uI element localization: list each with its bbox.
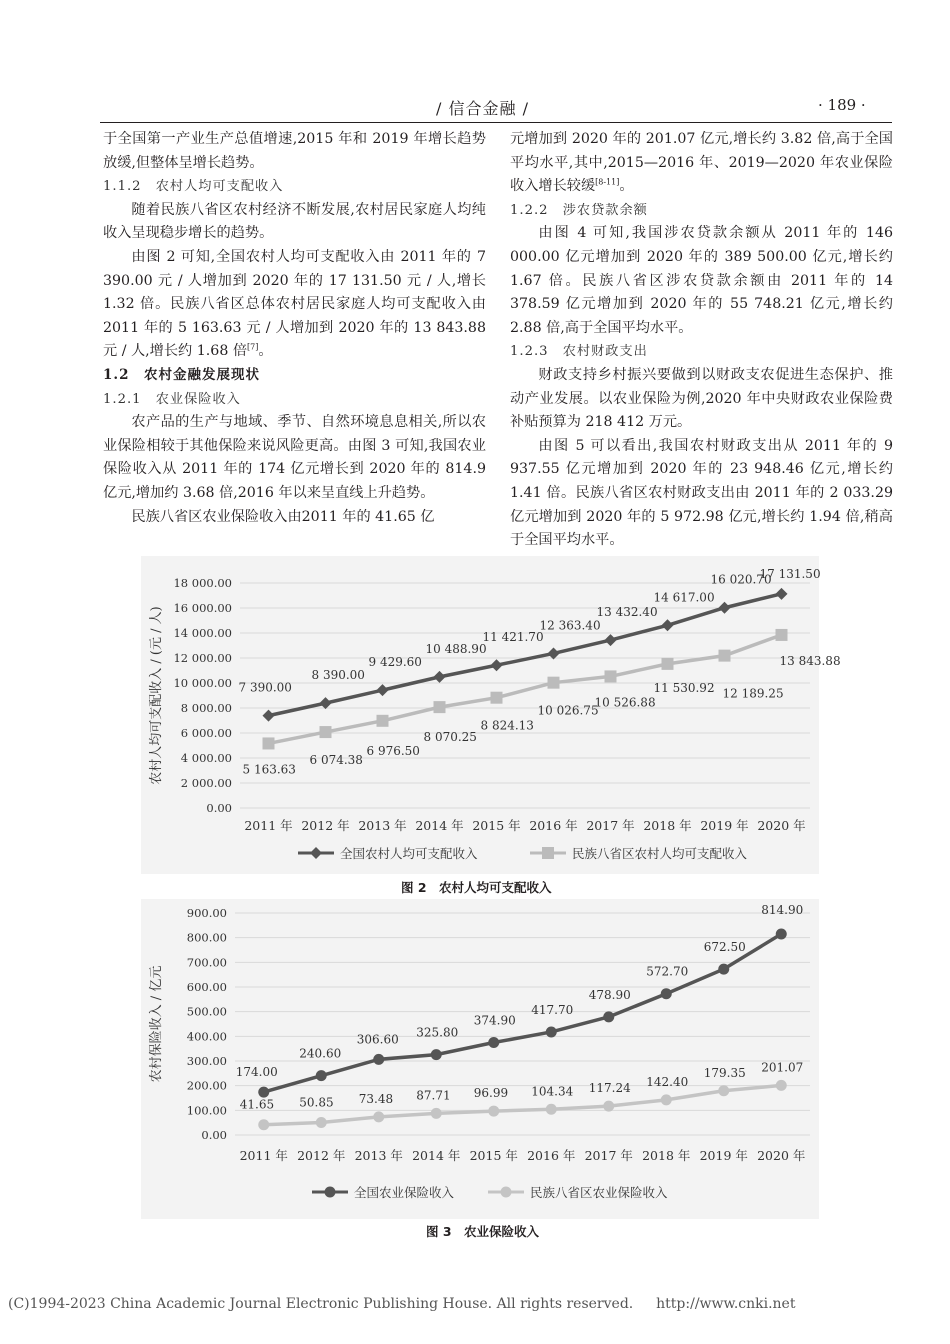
x-tick-label: 2016 年 [529, 818, 578, 833]
body-paragraph [510, 222, 893, 340]
body-paragraph [103, 506, 486, 530]
data-point [431, 1049, 442, 1060]
data-point [661, 988, 672, 999]
section-heading [103, 175, 486, 199]
legend-label: 全国农业保险收入 [354, 1185, 455, 1200]
paragraph-text: 财政支持乡村振兴要做到以财政支农促进生态保护、推动产业发展。以农业保险为例,2020 年中央财政农业保险费补贴预算为 218 412 万元。 [510, 366, 893, 431]
x-tick-label: 2018 年 [642, 1148, 691, 1163]
x-tick-label: 2015 年 [469, 1148, 518, 1163]
data-point [373, 1054, 384, 1065]
data-label: 17 131.50 [759, 566, 821, 581]
data-label: 8 390.00 [311, 668, 365, 683]
x-tick-label: 2014 年 [412, 1148, 461, 1163]
x-tick-label: 2020 年 [757, 818, 806, 833]
data-point [258, 1087, 269, 1098]
y-tick-label: 800.00 [186, 930, 227, 945]
left-text-column [103, 128, 486, 529]
x-tick-label: 2014 年 [415, 818, 464, 833]
body-paragraph [103, 128, 486, 175]
data-point [605, 670, 617, 682]
data-point [431, 1108, 442, 1119]
header-rule [100, 122, 892, 123]
x-tick-label: 2013 年 [358, 818, 407, 833]
y-tick-label: 300.00 [186, 1054, 227, 1068]
paragraph-text: 1.2.1 农业保险收入 [103, 391, 241, 407]
data-label: 9 429.60 [368, 655, 422, 670]
data-point [377, 715, 389, 727]
y-tick-label: 4 000.00 [180, 751, 232, 765]
data-point [662, 658, 674, 670]
data-label: 306.60 [356, 1032, 399, 1047]
legend-marker [542, 847, 554, 859]
data-point [373, 1111, 384, 1122]
legend-marker [325, 1187, 336, 1198]
y-tick-label: 200.00 [186, 1078, 227, 1093]
data-point [488, 1106, 499, 1117]
data-point [488, 1037, 499, 1048]
paragraph-tail: 。 [619, 178, 634, 195]
paragraph-text: 由图 2 可知,全国农村人均可支配收入由 2011 年的 7 390.00 元 / 人增加到 2020 年的 17 131.50 元 / 人,增长 1.32 倍。民族八省区总体农村居民家庭人均可支配收入由 2011 年的 5 163.63 元 / 人增加到 2020 年的 13 843.88 元 / 人,增长约 1.68 倍 [103, 248, 486, 360]
data-label: 572.70 [646, 964, 689, 979]
y-tick-label: 400.00 [186, 1029, 227, 1044]
data-point [776, 1080, 787, 1091]
y-tick-label: 12 000.00 [173, 651, 232, 665]
journal-name: / 信合金融 / [436, 99, 529, 118]
y-tick-label: 16 000.00 [173, 601, 232, 615]
y-tick-label: 700.00 [186, 955, 227, 970]
data-point [548, 677, 560, 689]
figure-2-caption: 图 2 农村人均可支配收入 [401, 880, 552, 895]
x-tick-label: 2012 年 [297, 1148, 346, 1163]
data-label: 201.07 [761, 1060, 804, 1075]
y-axis-title: 农村人均可支配收入 / (元 / 人) [149, 606, 164, 785]
y-tick-label: 0.00 [206, 801, 232, 815]
y-tick-label: 18 000.00 [173, 576, 232, 590]
data-label: 10 488.90 [425, 641, 487, 656]
paragraph-tail: 。 [258, 343, 273, 360]
data-label: 325.80 [416, 1025, 459, 1040]
legend-label: 全国农村人均可支配收入 [340, 846, 478, 861]
data-label: 11 421.70 [482, 630, 544, 645]
paragraph-text: 1.2.2 涉农贷款余额 [510, 202, 648, 218]
data-label: 8 070.25 [423, 730, 477, 745]
citation-reference: [7] [247, 342, 259, 352]
paragraph-text: 1.2 农村金融发展现状 [103, 366, 260, 383]
body-paragraph [510, 435, 893, 553]
data-point [718, 1085, 729, 1096]
y-tick-label: 10 000.00 [173, 676, 232, 690]
data-label: 478.90 [588, 987, 631, 1002]
data-point [491, 692, 503, 704]
data-label: 12 189.25 [722, 686, 784, 701]
x-tick-label: 2018 年 [643, 818, 692, 833]
figure-3-caption: 图 3 农业保险收入 [426, 1224, 540, 1239]
data-point [719, 650, 731, 662]
section-heading [510, 199, 893, 223]
y-tick-label: 0.00 [201, 1128, 227, 1142]
paragraph-text: 1.1.2 农村人均可支配收入 [103, 179, 284, 195]
data-label: 374.90 [473, 1013, 516, 1028]
y-tick-label: 14 000.00 [173, 626, 232, 640]
y-tick-label: 900.00 [186, 906, 227, 920]
cnki-url: http://www.cnki.net [656, 1296, 796, 1312]
data-label: 104.34 [531, 1084, 574, 1099]
paragraph-text: 农产品的生产与地域、季节、自然环境息息相关,所以农业保险相较于其他保险来说风险更高。由图 3 可知,我国农业保险收入从 2011 年的 174 亿元增长到 2020 年的 814.9 亿元,增加约 3.68 倍,2016 年以来呈直线上升趋势。 [103, 414, 486, 501]
paragraph-text: 民族八省区农业保险收入由2011 年的 41.65 亿 [131, 508, 435, 525]
y-tick-label: 6 000.00 [180, 726, 232, 740]
y-tick-label: 500.00 [186, 1004, 227, 1019]
data-label: 117.24 [588, 1081, 631, 1096]
data-label: 11 530.92 [653, 680, 715, 695]
x-tick-label: 2020 年 [757, 1148, 806, 1163]
data-label: 14 617.00 [653, 590, 715, 605]
data-label: 13 843.88 [779, 653, 841, 668]
section-heading [103, 364, 486, 388]
x-tick-label: 2019 年 [699, 1148, 748, 1163]
x-tick-label: 2013 年 [354, 1148, 403, 1163]
paragraph-text: 由图 5 可以看出,我国农村财政支出从 2011 年的 9 937.55 亿元增加到 2020 年的 23 948.46 亿元,增长约 1.41 倍。民族八省区农村财政支出由 2011 年的 2 033.29 亿元增加到 2020 年的 5 972.98 亿元,增长约 1.94 倍,稍高于全国平均水平。 [510, 437, 893, 549]
figure-3-chart [140, 898, 820, 1220]
data-label: 73.48 [358, 1091, 394, 1106]
data-label: 12 363.40 [539, 618, 601, 633]
data-label: 240.60 [299, 1046, 342, 1061]
y-axis-title: 农村保险收入 / 亿元 [149, 965, 164, 1083]
data-label: 16 020.70 [710, 572, 772, 587]
legend-label: 民族八省区农业保险收入 [530, 1185, 668, 1200]
data-label: 96.99 [473, 1086, 509, 1101]
data-label: 7 390.00 [238, 680, 292, 695]
x-tick-label: 2019 年 [700, 818, 749, 833]
data-label: 6 074.38 [309, 753, 363, 768]
data-point [546, 1026, 557, 1037]
legend-label: 民族八省区农村人均可支配收入 [572, 846, 748, 861]
figure-2-chart [140, 555, 841, 875]
body-paragraph [103, 411, 486, 505]
x-tick-label: 2016 年 [527, 1148, 576, 1163]
data-point [434, 701, 446, 713]
data-label: 87.71 [416, 1088, 451, 1103]
data-point [661, 1094, 672, 1105]
data-point [320, 726, 332, 738]
right-text-column [510, 128, 893, 553]
body-paragraph [103, 246, 486, 364]
data-point [263, 737, 275, 749]
legend-marker [501, 1187, 512, 1198]
paragraph-text: 元增加到 2020 年的 201.07 亿元,增长约 3.82 倍,高于全国平均水平,其中,2015—2016 年、2019—2020 年农业保险收入增长较缓 [510, 131, 893, 195]
data-label: 41.65 [239, 1097, 275, 1112]
page-number: · 189 · [818, 96, 866, 114]
x-tick-label: 2017 年 [584, 1148, 633, 1163]
data-label: 179.35 [703, 1065, 746, 1080]
y-tick-label: 100.00 [186, 1103, 227, 1118]
y-tick-label: 2 000.00 [180, 776, 232, 790]
data-label: 672.50 [703, 940, 746, 955]
section-heading [103, 388, 486, 412]
data-point [776, 928, 787, 939]
paragraph-text: 1.2.3 农村财政支出 [510, 344, 648, 360]
data-label: 10 026.75 [537, 703, 599, 718]
data-label: 50.85 [299, 1095, 334, 1110]
copyright-text: (C)1994-2023 China Academic Journal Electronic Publishing House. All rights reserved. [8, 1296, 634, 1312]
data-point [718, 964, 729, 975]
x-tick-label: 2011 年 [244, 818, 293, 833]
data-point [316, 1117, 327, 1128]
data-label: 10 526.88 [594, 695, 656, 710]
data-label: 5 163.63 [242, 762, 296, 777]
data-point [546, 1104, 557, 1115]
body-paragraph [103, 199, 486, 246]
data-point [316, 1070, 327, 1081]
paragraph-text: 于全国第一产业生产总值增速,2015 年和 2019 年增长趋势放缓,但整体呈增长趋势。 [103, 131, 486, 171]
x-tick-label: 2015 年 [472, 818, 521, 833]
paragraph-text: 由图 4 可知,我国涉农贷款余额从 2011 年的 146 000.00 亿元增加到 2020 年的 389 500.00 亿元,增长约 1.67 倍。民族八省区涉农贷款余额由 2011 年的 14 378.59 亿元增加到 2020 年的 55 748.21 亿元,增长约 2.88 倍,高于全国平均水平。 [510, 225, 893, 336]
data-label: 142.40 [646, 1074, 689, 1089]
data-label: 417.70 [531, 1002, 574, 1017]
y-tick-label: 8 000.00 [180, 701, 232, 715]
data-label: 814.90 [761, 902, 804, 917]
data-point [776, 629, 788, 641]
copyright-footer [8, 1296, 795, 1312]
data-label: 6 976.50 [366, 743, 420, 758]
data-point [258, 1119, 269, 1130]
citation-reference: [8-11] [595, 177, 620, 187]
data-label: 8 824.13 [480, 718, 534, 733]
y-tick-label: 600.00 [186, 980, 227, 994]
data-point [603, 1011, 614, 1022]
data-point [603, 1101, 614, 1112]
data-label: 174.00 [235, 1065, 278, 1080]
x-tick-label: 2011 年 [239, 1148, 288, 1163]
body-paragraph [510, 128, 893, 199]
section-heading [510, 340, 893, 364]
paragraph-text: 随着民族八省区农村经济不断发展,农村居民家庭人均纯收入呈现稳步增长的趋势。 [103, 201, 486, 242]
x-tick-label: 2012 年 [301, 818, 350, 833]
data-label: 13 432.40 [596, 605, 658, 620]
body-paragraph [510, 364, 893, 435]
x-tick-label: 2017 年 [586, 818, 635, 833]
